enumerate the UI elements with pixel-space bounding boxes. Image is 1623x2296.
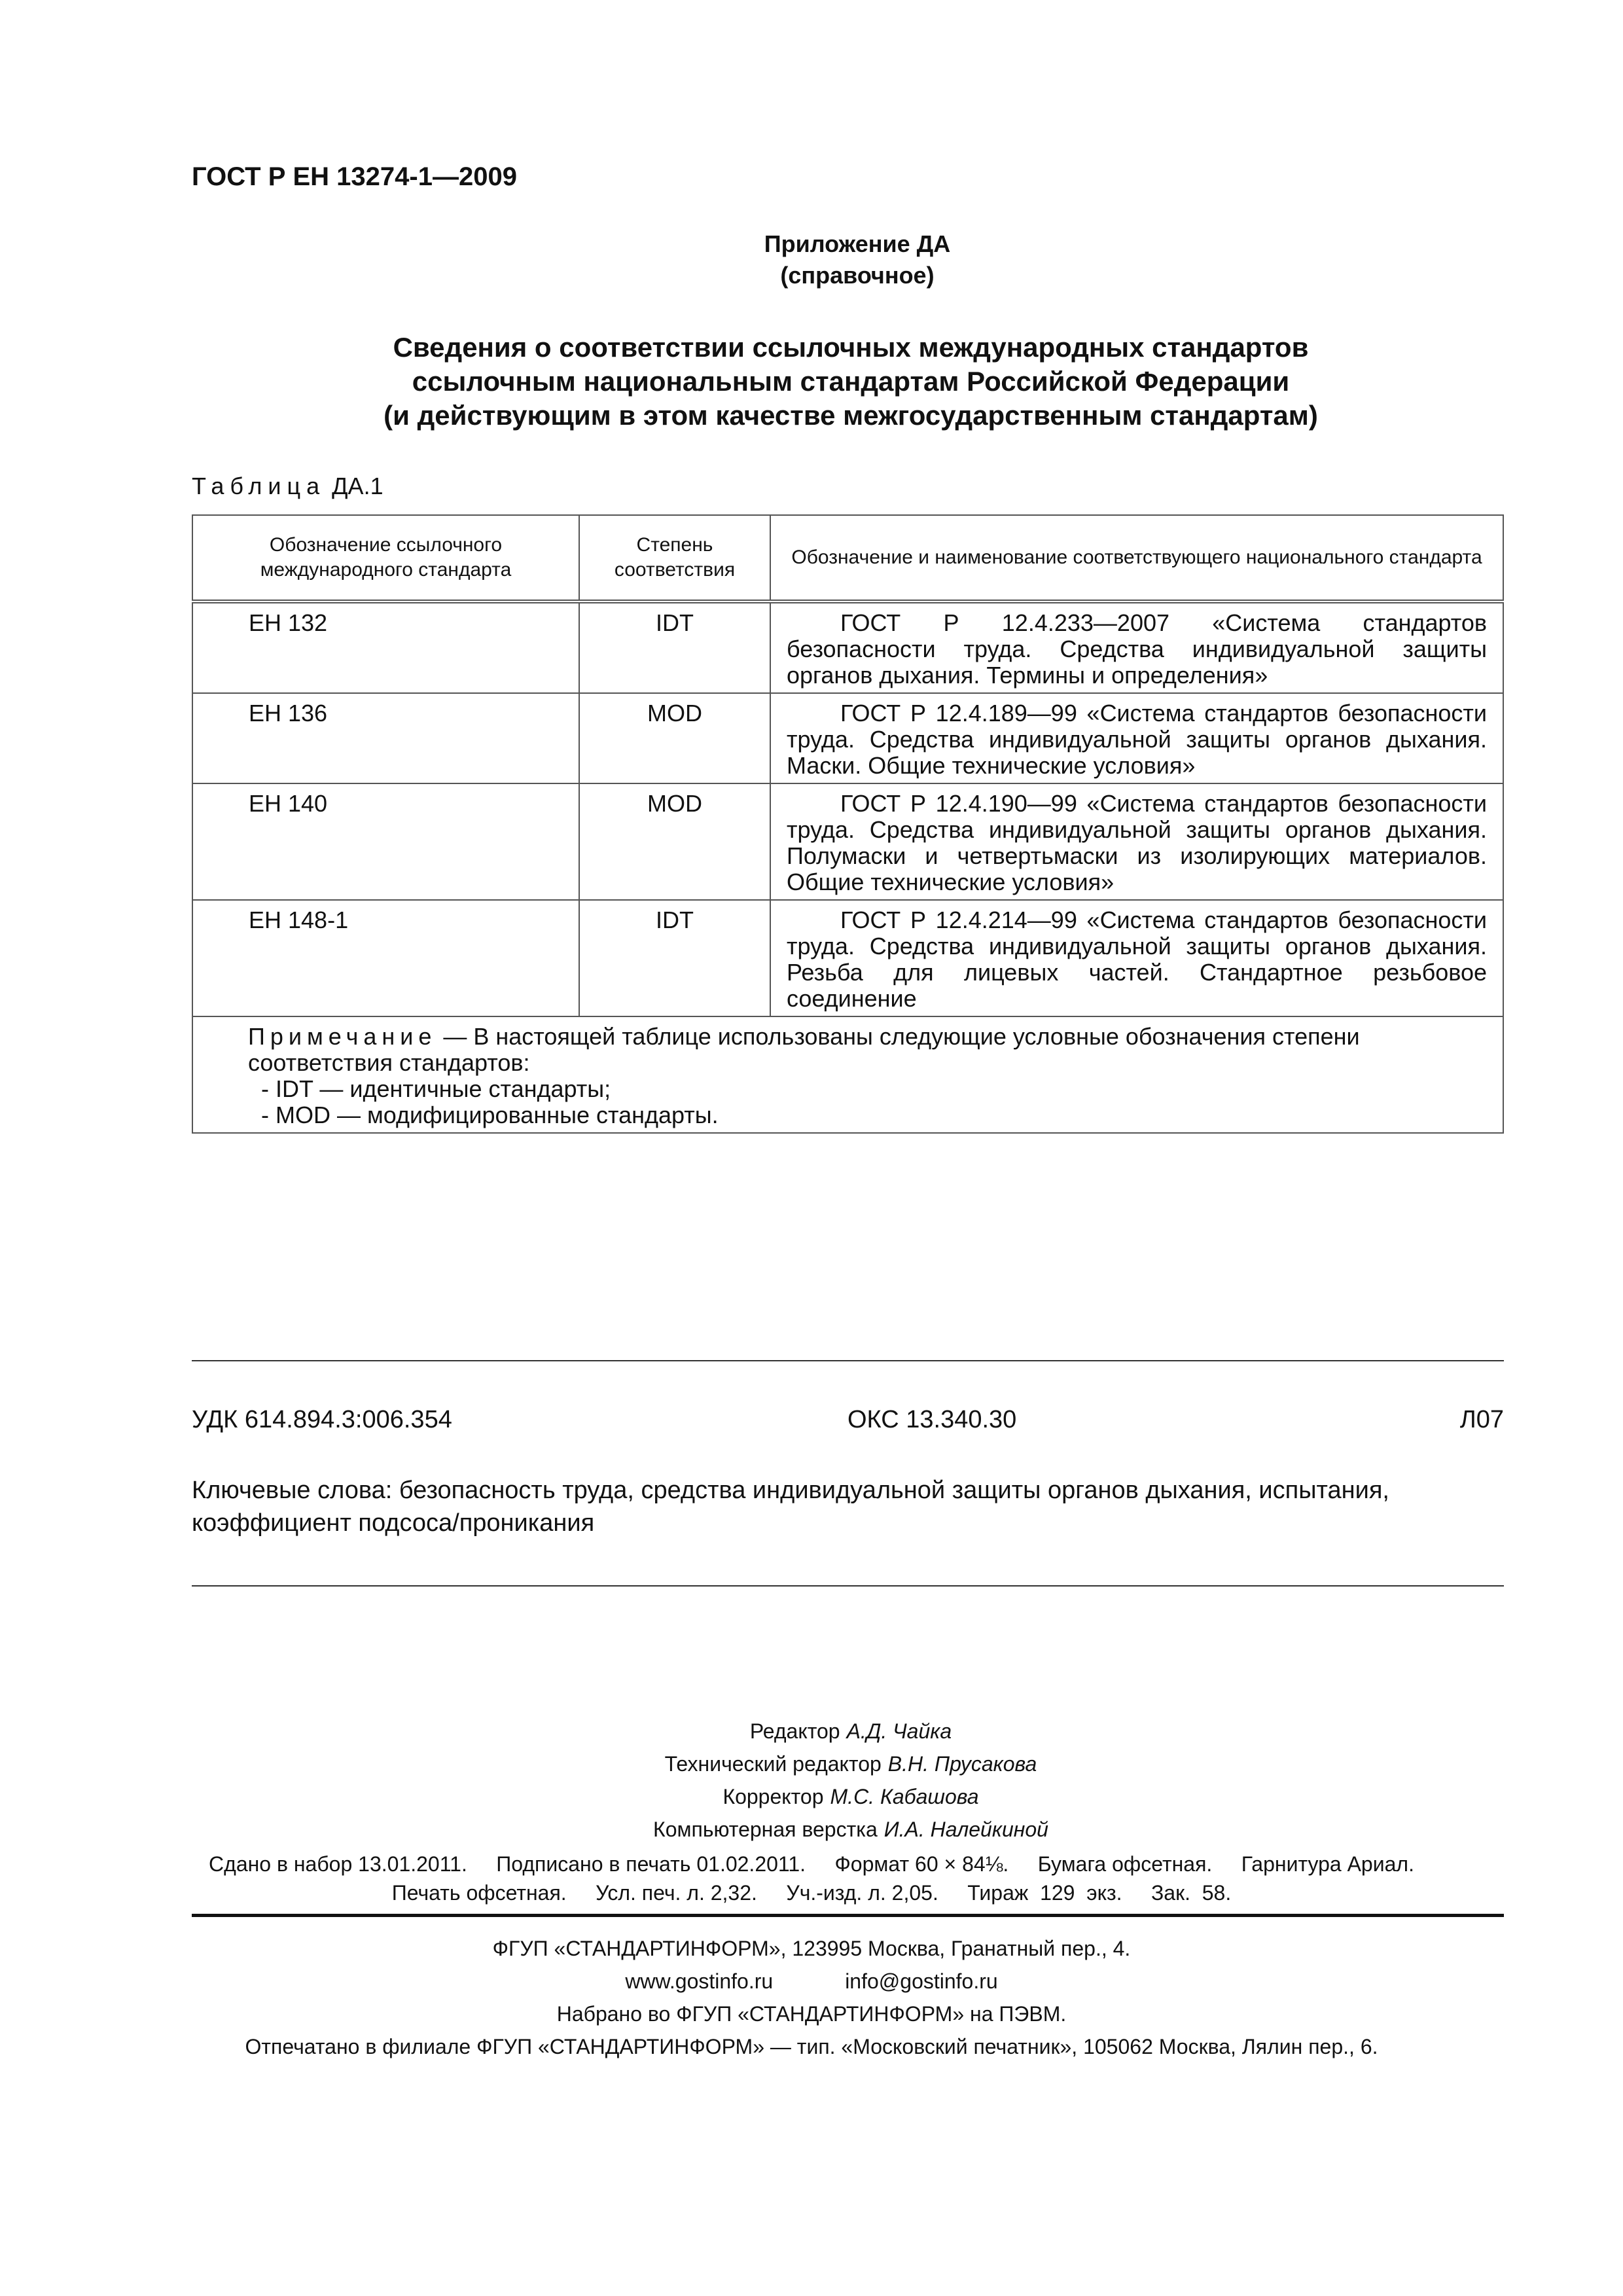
correspondence-table [192,514,1504,1134]
email: info@gostinfo.ru [845,1969,998,1993]
credit-line [79,1813,1623,1846]
table-row [192,783,1503,900]
cell-national: ГОСТ Р 12.4.233—2007 «Система стандартов безопасности труда. Средства индивидуальной защиты органов дыхания. Термины и определения» [770,601,1503,693]
note-label: Примечание [248,1023,437,1050]
typeset-info: Набрано во ФГУП «СТАНДАРТИНФОРМ» на ПЭВМ. [556,2002,1067,2026]
table-caption-id: ДА.1 [332,473,383,499]
credit-role: Компьютерная верстка [653,1818,878,1841]
cell-intl: ЕН 136 [192,693,579,783]
credit-person: А.Д. Чайка [846,1719,952,1743]
note-item: - MOD — модифицированные стандарты. [261,1102,719,1128]
table-note [192,1016,1503,1133]
printer-info [0,1932,1623,2063]
table-caption-prefix: Таблица [192,473,326,499]
cell-intl: ЕН 148-1 [192,900,579,1016]
document-code: ГОСТ Р ЕН 13274-1—2009 [192,162,517,191]
cell-degree: IDT [579,900,770,1016]
table-header-row [192,515,1503,601]
note-text: — В настоящей таблице использованы следующие условные обозначения степени соответствия стандартов: [248,1023,1360,1076]
appendix-heading [0,331,1623,433]
credit-person: М.С. Кабашова [830,1785,979,1808]
cell-degree: MOD [579,783,770,900]
credit-role: Корректор [722,1785,824,1808]
heading-line: Сведения о соответствии ссылочных международных стандартов [393,332,1309,363]
publication-details: Печать офсетная. Усл. печ. л. 2,32. Уч.-изд. л. 2,05. Тираж 129 экз. Зак. 58. [391,1881,1232,1905]
note-item: - IDT — идентичные стандарты; [261,1075,611,1102]
divider-line [192,1585,1504,1587]
cell-degree: IDT [579,601,770,693]
publication-details: Сдано в набор 13.01.2011. Подписано в печать 01.02.2011. Формат 60 × 84⅛. Бумага офсетная. Гарнитура Ариал. [209,1852,1414,1876]
table-row [192,900,1503,1016]
keywords: Ключевые слова: безопасность труда, средства индивидуальной защиты органов дыхания, испытания, коэффициент подсоса/проникания [192,1477,1389,1537]
udc-code: УДК 614.894.3:006.354 [192,1406,452,1433]
publisher-address: ФГУП «СТАНДАРТИНФОРМ», 123995 Москва, Гранатный пер., 4. [492,1937,1131,1960]
cell-national: ГОСТ Р 12.4.189—99 «Система стандартов безопасности труда. Средства индивидуальной защиты органов дыхания. Маски. Общие технические условия» [770,693,1503,783]
appendix-title: Приложение ДА [764,230,951,257]
credit-role: Редактор [749,1719,840,1743]
table-row [192,601,1503,693]
header-degree: Степень соответствия [579,515,770,601]
cell-degree: MOD [579,693,770,783]
printed-info: Отпечатано в филиале ФГУП «СТАНДАРТИНФОРМ» — тип. «Московский печатник», 105062 Москва, Лялин пер., 6. [245,2035,1378,2058]
heading-line: (и действующим в этом качестве межгосударственным стандартам) [383,400,1318,431]
credit-line [79,1780,1623,1813]
table-note-row [192,1016,1503,1133]
credits-block [0,1715,1623,1846]
credit-person: И.А. Налейкиной [883,1818,1048,1841]
table-caption [192,473,383,500]
contact-line [0,1965,1623,1998]
credit-person: В.Н. Прусакова [887,1752,1037,1776]
cell-intl: ЕН 140 [192,783,579,900]
cell-intl: ЕН 132 [192,601,579,693]
classification-code: Л07 [1459,1406,1504,1433]
divider-line [192,1360,1504,1361]
cell-national: ГОСТ Р 12.4.214—99 «Система стандартов безопасности труда. Средства индивидуальной защиты органов дыхания. Резьба для лицевых частей. Стандартное резьбовое соединение [770,900,1503,1016]
credit-line [79,1715,1623,1748]
heading-line: ссылочным национальным стандартам Российской Федерации [412,366,1290,397]
cell-national: ГОСТ Р 12.4.190—99 «Система стандартов безопасности труда. Средства индивидуальной защиты органов дыхания. Полумаски и четвертьмаски из изолирующих материалов. Общие технические условия» [770,783,1503,900]
oks-code: ОКС 13.340.30 [847,1406,1017,1433]
header-national-standard: Обозначение и наименование соответствующего национального стандарта [770,515,1503,601]
website: www.gostinfo.ru [625,1969,774,1993]
table-row [192,693,1503,783]
credit-role: Технический редактор [664,1752,882,1776]
credit-line [79,1748,1623,1780]
appendix-type: (справочное) [780,262,935,289]
header-intl-standard: Обозначение ссылочного международного стандарта [192,515,579,601]
divider-thick [192,1914,1504,1917]
